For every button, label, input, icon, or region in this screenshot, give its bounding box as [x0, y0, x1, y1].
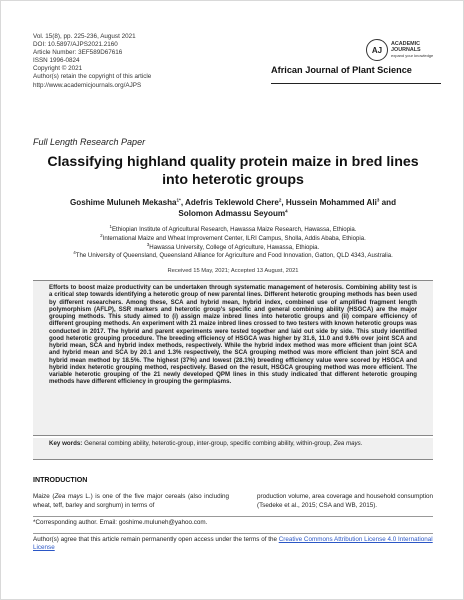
author-name: Adefris Teklewold Chere — [185, 198, 279, 207]
keywords-box — [33, 438, 433, 460]
corresponding-author-footnote: *Corresponding author. Email: goshime.muluneh@yahoo.com. — [33, 516, 433, 526]
introduction-left-column: Maize (Zea mays L.) is one of the five major cereals (also including wheat, teff, barley and sorghum) in terms of — [33, 493, 229, 509]
academic-journals-logo-icon: AJ — [366, 39, 388, 61]
issn: ISSN 1996-0824 — [33, 57, 80, 65]
paper-type: Full Length Research Paper — [33, 137, 146, 147]
author-conjunction: and — [381, 198, 397, 207]
logo-line-1: ACADEMIC — [391, 40, 421, 47]
keywords-label: Key words: — [49, 440, 83, 447]
logo-line-2: JOURNALS — [391, 46, 421, 53]
introduction-heading: INTRODUCTION — [33, 476, 88, 484]
affiliation-item: $^1$Ethiopian Institute of Agricultural Research, Hawassa Maize Research, Hawassa, Ethiopia. — [109, 223, 357, 233]
author-list: Goshime Muluneh Mekasha$^{1*}$, Adefris Teklewold Chere$^2$, Hussein Mohammed Ali$^3$ and Solomon Admassu Seyoum$^4$ — [69, 197, 397, 218]
header-divider — [271, 83, 441, 84]
title-line-1: Classifying highland quality protein maize in bred lines — [47, 154, 419, 170]
journal-url[interactable]: http://www.academicjournals.org/AJPS — [33, 81, 142, 89]
introduction-right-column: production volume, area coverage and household consumption (Tsedeke et al., 2015; CSA and WB, 2015). — [257, 493, 433, 509]
logo-tagline: expand your knowledge — [391, 53, 434, 59]
abstract-box — [33, 280, 433, 436]
affiliation-item: $^2$International Maize and Wheat Improvement Center, ILRI Campus, Sholla, Addis Ababa, Ethiopia. — [100, 232, 366, 242]
abstract-text: Efforts to boost maize productivity can be undertaken through systematic management of heterosis. Combining ability test is a critical step towards identifying a heterotic group of new parental lines. Different heterotic grouping methods has been used by different researchers. Among these, SCA and hybrid mean, hybrid index, combined use of amplified fragment length polymorphism (AFLP), SSR markers and heterotic group's specific and general combining ability (HSGCA) are the major grouping methods. This study aimed to (i) assign maize inbred lines into heterotic groups and (ii) compare efficiency of different grouping methods. An experiment with 21 maize inbred lines crossed to two testers with known heterotic groups was conducted in 2017. The hybrid and parent experiments were tested together and laid out side by side. This study identified good heterotic grouping procedure. The breeding efficiency of HSGCA was higher by 31.6, 11.0 and 9.6% over joint SCA and hybrid mean, SCA and hybrid index methods, respectively. While the hybrid index method was more efficient than joint SCA and hybrid mean and SCA by 20.1 and 1.3% respectively, the SCA grouping method was more efficient than joint SCA and hybrid mean method by 18.5%. The highest (37%) and lowest (28.1%) breeding efficiency value were scored by HSGCA and hybrid index heterotic grouping method, respectively. Based on the result, HSGCA grouping method was more efficient. The variable heterotic grouping of the 21 newly developed QPM lines in this study indicated that different heterotic grouping methods have different efficiency in grouping the germplasms. — [49, 284, 417, 386]
copyright: Copyright © 2021 — [33, 65, 83, 73]
article-metadata — [33, 33, 253, 90]
license-text: Author(s) agree that this article remain permanently open access under the terms of the — [33, 536, 277, 543]
article-title — [21, 154, 445, 189]
journal-header — [271, 39, 441, 75]
author-name: Goshime Muluneh Mekasha — [69, 198, 177, 207]
doi: DOI: 10.5897/AJPS2021.2160 — [33, 41, 118, 49]
copyright-notice: Author(s) retain the copyright of this article — [33, 73, 152, 81]
keywords-species: Zea mays. — [333, 440, 363, 447]
species-name: Zea mays — [54, 493, 83, 500]
article-number: Article Number: 3EF589D67616 — [33, 49, 123, 57]
journal-logo — [366, 39, 441, 61]
author-name: Hussein Mohammed Ali — [285, 198, 377, 207]
keywords-text: General combing ability, heterotic-group, inter-group, specific combing ability, within-group, — [84, 440, 332, 447]
affiliation-item: $^4$The University of Queensland, Queensland Alliance for Agriculture and Food Innovation, Gatton, QLD 4343, Australia. — [73, 250, 393, 260]
license-link[interactable]: Creative Commons Attribution License 4.0 International License — [33, 536, 433, 552]
title-line-2: into heterotic groups — [162, 171, 304, 188]
affiliations — [25, 223, 441, 261]
author-name: Solomon Admassu Seyoum — [178, 208, 286, 218]
volume-info: Vol. 15(8), pp. 225-236, August 2021 — [33, 33, 136, 40]
license-notice — [33, 533, 433, 552]
received-accepted-dates: Received 15 May, 2021; Accepted 13 August, 2021 — [167, 268, 299, 274]
journal-name: African Journal of Plant Science — [271, 65, 412, 75]
affiliation-item: $^3$Hawassa University, College of Agriculture, Hawassa, Ethiopia. — [146, 241, 320, 251]
